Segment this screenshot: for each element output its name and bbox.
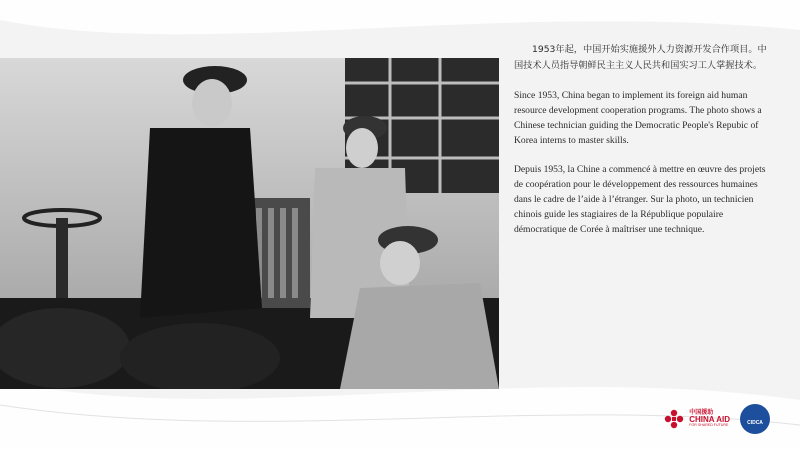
caption-french: Depuis 1953, la Chine a commencé à mettre en œuvre des projets de coopération pour le développement des ressources humaines dans le cadre de l’aide à l’étranger. Sur la photo, un technicien chinois guide les stagiaires de la République populaire démocratique de Corée à maîtriser une technique. bbox=[514, 164, 766, 235]
china-aid-en: CHINA AID bbox=[689, 415, 730, 425]
historical-photo bbox=[0, 58, 499, 389]
china-aid-zh: 中国援助 bbox=[689, 409, 714, 417]
caption-chinese: 1953年起，中国开始实施援外人力资源开发合作项目。中国技术人员指导朝鲜民主主义人民共和国实习工人掌握技术。 bbox=[514, 44, 767, 71]
china-aid-emblem-icon bbox=[663, 408, 685, 430]
logo-bar bbox=[663, 402, 770, 436]
caption-column bbox=[514, 42, 768, 251]
cidca-logo bbox=[740, 404, 770, 434]
china-aid-logo bbox=[663, 408, 730, 430]
photo-illustration bbox=[0, 58, 499, 389]
china-aid-sub: FOR SHARED FUTURE bbox=[689, 423, 729, 428]
caption-english: Since 1953, China began to implement its foreign aid human resource development cooperation programs. The photo shows a Chinese technician guiding the Democratic People's Repubic of Korea interns to master skills. bbox=[514, 90, 762, 146]
cidca-label: CIDCA bbox=[747, 420, 763, 426]
